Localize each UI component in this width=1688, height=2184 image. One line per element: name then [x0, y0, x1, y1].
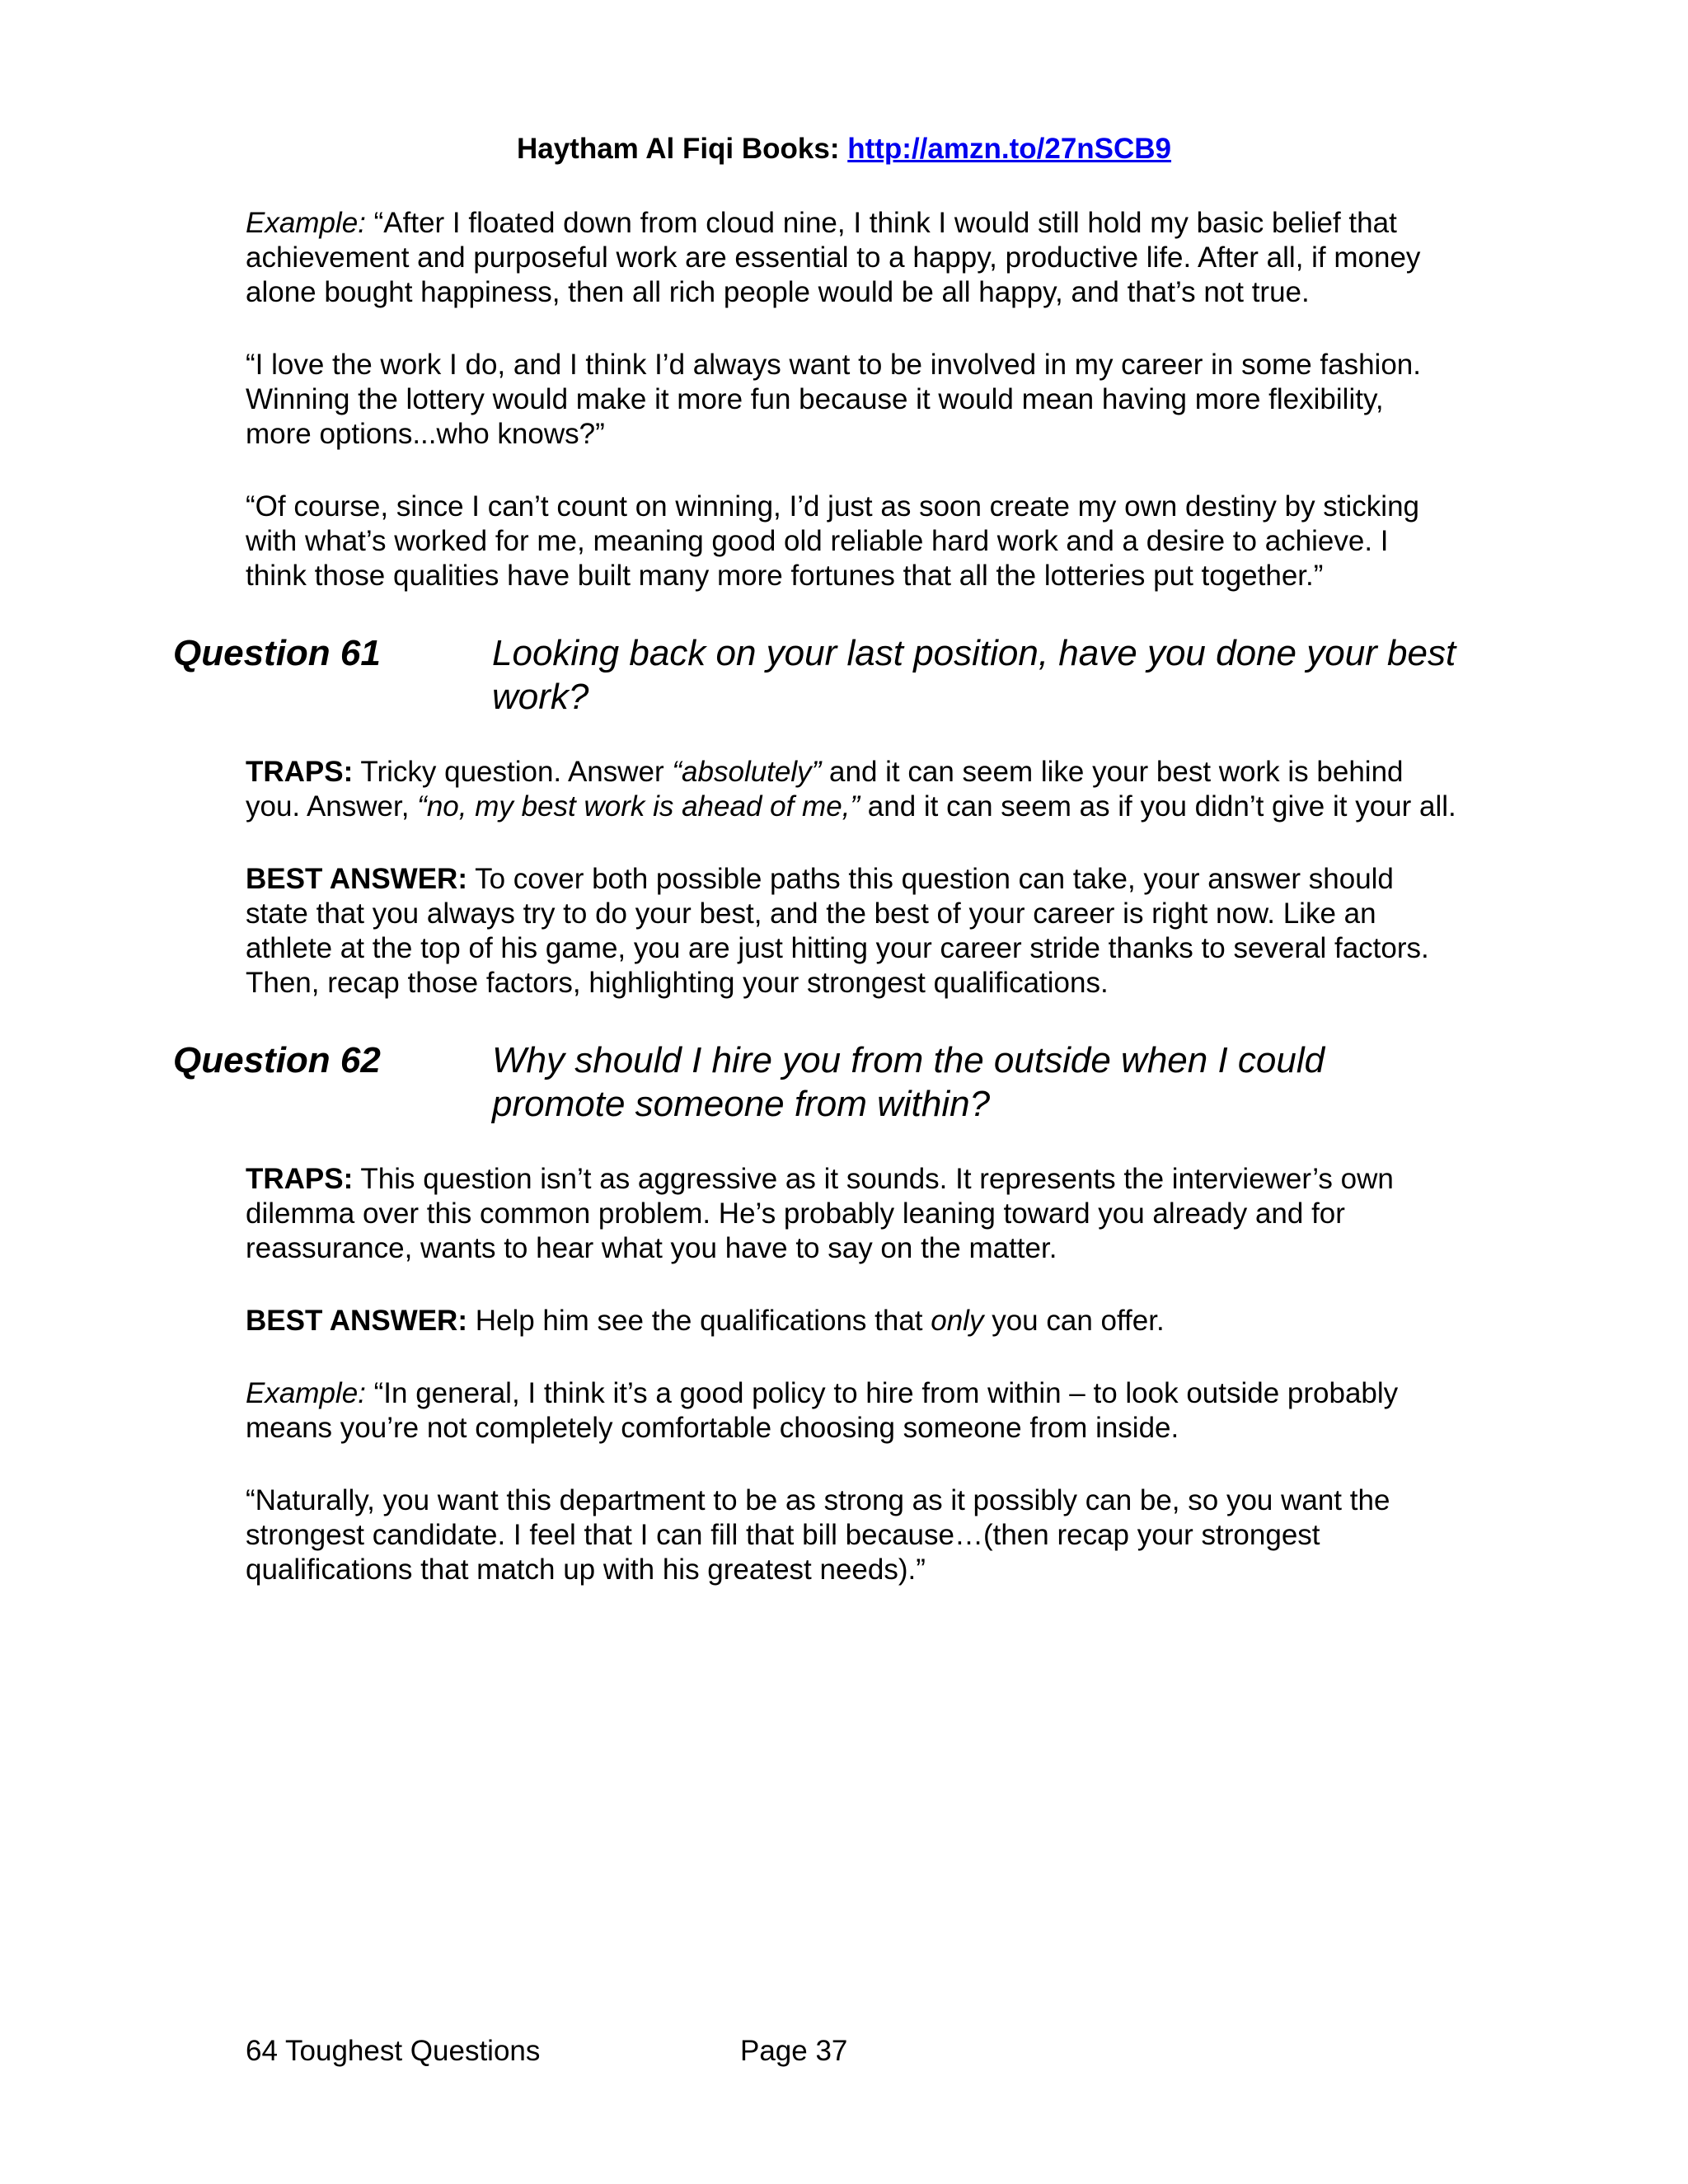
best-answer-text: To cover both possible paths this question can take, your answer should state that you always try to do your best, and the best of your career is right now. Like an athlete at the top of his game, you are just hitting your career stride thanks to several factors. Then, recap those factors, highlighting your strongest qualifications.	[246, 863, 1429, 999]
best-answer-label: BEST ANSWER:	[246, 1305, 467, 1337]
question-61-text: Looking back on your last position, have you done your best work?	[492, 633, 1456, 717]
q61-best-answer	[246, 862, 1457, 1001]
question-62-text: Why should I hire you from the outside when I could promote someone from within?	[492, 1040, 1325, 1124]
traps-quote: “absolutely”	[672, 756, 822, 788]
example-paragraph	[246, 206, 1457, 310]
best-answer-text: you can offer.	[983, 1305, 1165, 1337]
destiny-paragraph: “Of course, since I can’t count on winning, I’d just as soon create my own destiny by sticking with what’s worked for me, meaning good old reliable hard work and a desire to achieve. I think those qualities have built many more fortunes that all the lotteries put together.”	[246, 490, 1420, 592]
lottery-paragraph: “I love the work I do, and I think I’d always want to be involved in my career in some fashion. Winning the lottery would make it more fun because it would mean having more flexibility, more options...who knows?”	[246, 349, 1421, 450]
main-content	[173, 206, 1457, 1625]
q62-traps	[246, 1162, 1457, 1266]
best-answer-emphasis: only	[931, 1305, 984, 1337]
q62-best-answer	[246, 1304, 1457, 1338]
traps-quote: “no, my best work is ahead of me,”	[417, 790, 860, 823]
traps-text: and it can seem as if you didn’t give it your all.	[860, 790, 1456, 823]
header-prefix: Haytham Al Fiqi Books:	[516, 133, 848, 165]
question-61-number: Question 61	[173, 633, 381, 673]
best-answer-text: Help him see the qualifications that	[467, 1305, 931, 1337]
q61-traps	[246, 755, 1457, 824]
example-label: Example:	[246, 207, 366, 239]
example-text: “In general, I think it’s a good policy to hire from within – to look outside probably means you’re not completely comfortable choosing someone from inside.	[246, 1377, 1399, 1444]
example-label: Example:	[246, 1377, 366, 1409]
page-header	[0, 132, 1688, 166]
question-62-number: Question 62	[173, 1040, 381, 1080]
traps-text: Tricky question. Answer	[353, 756, 673, 788]
q62-closing: “Naturally, you want this department to be as strong as it possibly can be, so you want the strongest candidate. I feel that I can fill that bill because…(then recap your strongest qualifications that match up with his greatest needs).”	[246, 1484, 1390, 1586]
traps-label: TRAPS:	[246, 756, 354, 788]
question-62	[173, 1038, 1459, 1126]
traps-label: TRAPS:	[246, 1163, 354, 1195]
example-text: “After I floated down from cloud nine, I think I would still hold my basic belief that achievement and purposeful work are essential to a happy, productive life. After all, if money alone bought happiness, then all rich people would be all happy, and that’s not true.	[246, 207, 1421, 308]
books-link[interactable]: http://amzn.to/27nSCB9	[847, 133, 1172, 165]
page-footer	[246, 2034, 848, 2069]
footer-title: 64 Toughest Questions	[246, 2035, 541, 2067]
q62-example	[246, 1376, 1457, 1446]
traps-text: and it can seem like your best work is behind you. Answer,	[246, 756, 1404, 823]
traps-text: This question isn’t as aggressive as it sounds. It represents the interviewer’s own dilemma over this common problem. He’s probably leaning toward you already and for reassurance, wants to hear what you have to say on the matter.	[246, 1163, 1394, 1264]
best-answer-label: BEST ANSWER:	[246, 863, 467, 895]
question-61	[173, 631, 1459, 719]
page-number: Page 37	[740, 2035, 848, 2067]
